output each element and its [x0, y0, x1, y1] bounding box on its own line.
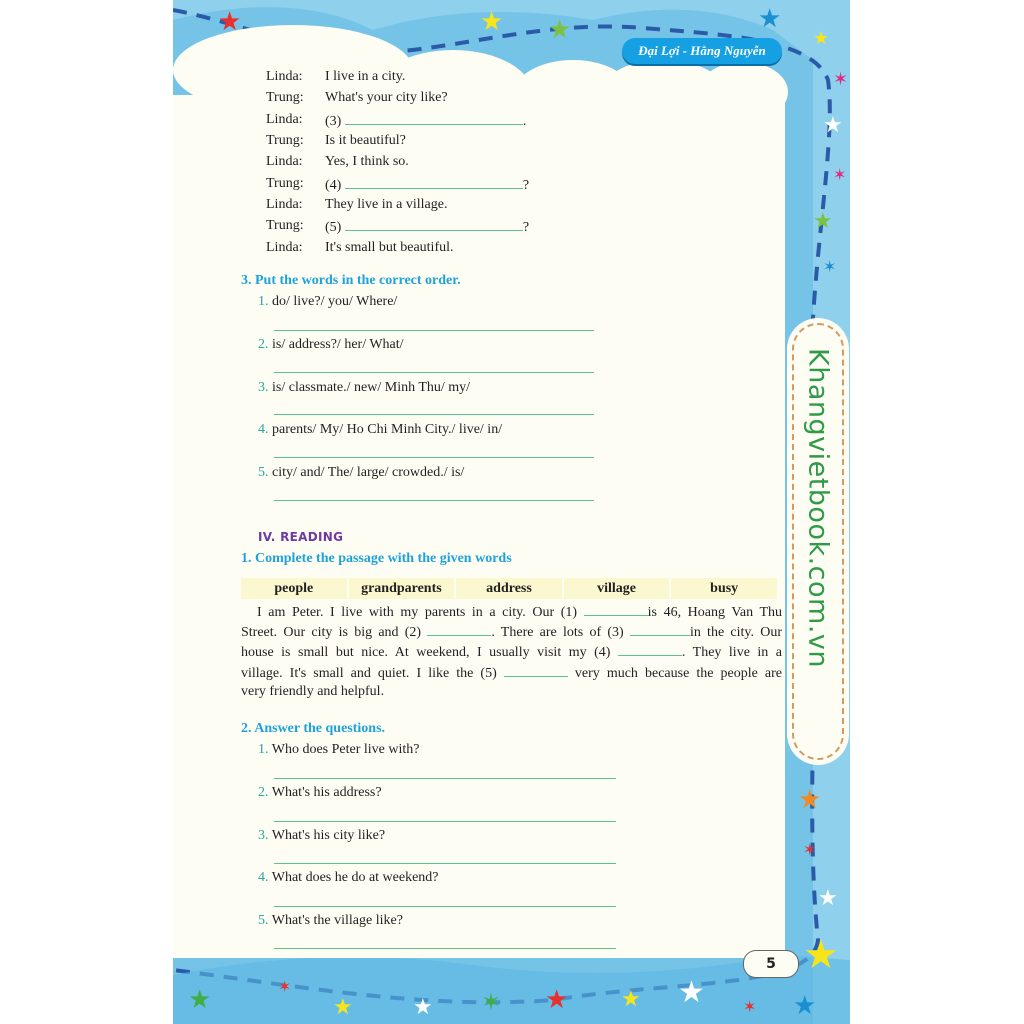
item-number: 3. — [258, 828, 269, 843]
answer-line[interactable] — [274, 457, 594, 458]
item-text: city/ and/ The/ large/ crowded./ is/ — [272, 465, 465, 480]
word-box — [241, 578, 777, 599]
exercise-item — [258, 293, 397, 311]
passage-line — [241, 642, 782, 662]
passage-text: . They live in a — [681, 645, 782, 660]
passage-text: village. It's small and quiet. I like the (5) — [241, 666, 504, 681]
svg-text:★: ★ — [678, 975, 705, 1010]
line-text: They live in a village. — [325, 197, 448, 212]
item-text: What's his address? — [271, 785, 382, 800]
answer-line[interactable] — [274, 414, 594, 415]
page-number: 5 — [743, 950, 799, 978]
item-text: do/ live?/ you/ Where/ — [272, 294, 398, 309]
item-number: 4. — [258, 422, 269, 437]
passage-line — [241, 622, 782, 642]
svg-text:★: ★ — [818, 886, 838, 911]
item-text: is/ address?/ her/ What/ — [272, 337, 404, 352]
answer-line[interactable] — [274, 778, 616, 779]
blank-line[interactable] — [427, 622, 491, 636]
item-text: Who does Peter live with? — [271, 742, 420, 757]
svg-text:✶: ✶ — [278, 977, 292, 996]
question-item — [258, 912, 403, 930]
section-title-reading: IV. READING — [258, 530, 344, 544]
item-text: is/ classmate./ new/ Minh Thu/ my/ — [272, 380, 471, 395]
svg-text:★: ★ — [480, 7, 504, 37]
blank-line[interactable] — [345, 175, 523, 189]
passage-text: in the city. Our — [689, 625, 782, 640]
blank-line[interactable] — [504, 663, 568, 677]
exercise-1-title: 1. Complete the passage with the given words — [241, 551, 512, 566]
line-text: I live in a city. — [325, 69, 406, 84]
svg-text:★: ★ — [798, 785, 822, 815]
blank-line[interactable] — [630, 622, 690, 636]
punctuation: ? — [522, 178, 530, 193]
passage-text: house is small but nice. At weekend, I usually visit my (4) — [241, 645, 618, 660]
line-text: Is it beautiful? — [325, 133, 406, 148]
speaker: Trung: — [266, 90, 304, 105]
question-item — [258, 784, 382, 802]
item-number: 5. — [258, 465, 269, 480]
answer-line[interactable] — [274, 500, 594, 501]
passage-text: very friendly and helpful. — [241, 684, 385, 699]
item-text: What's his city like? — [271, 828, 386, 843]
passage-line — [241, 683, 782, 701]
item-number: 4. — [258, 870, 269, 885]
word-option: grandparents — [349, 578, 455, 599]
svg-text:★: ★ — [813, 209, 833, 234]
blank-number: (3) — [325, 114, 342, 129]
svg-text:✶: ✶ — [743, 997, 757, 1016]
passage-text: Street. Our city is big and (2) — [241, 625, 428, 640]
blank-line[interactable] — [345, 217, 523, 231]
svg-text:★: ★ — [813, 28, 830, 49]
svg-text:★: ★ — [413, 995, 433, 1020]
speaker: Trung: — [266, 176, 304, 191]
speaker: Linda: — [266, 240, 303, 255]
item-text: parents/ My/ Ho Chi Minh City./ live/ in/ — [272, 422, 503, 437]
blank-line[interactable] — [345, 111, 523, 125]
svg-text:★: ★ — [545, 985, 569, 1015]
answer-line[interactable] — [274, 330, 594, 331]
line-text — [325, 217, 529, 237]
item-number: 2. — [258, 785, 269, 800]
item-number: 2. — [258, 337, 269, 352]
punctuation: ? — [522, 220, 530, 235]
speaker: Trung: — [266, 133, 304, 148]
publisher-watermark — [787, 318, 849, 765]
blank-line[interactable] — [618, 642, 682, 656]
item-number: 5. — [258, 913, 269, 928]
svg-text:★: ★ — [218, 7, 242, 37]
question-item — [258, 869, 439, 887]
passage-text: very much because the people are — [567, 666, 782, 681]
svg-text:✶: ✶ — [833, 165, 847, 184]
blank-number: (5) — [325, 220, 342, 235]
question-item — [258, 741, 420, 759]
svg-text:★: ★ — [823, 113, 843, 138]
passage-text: I am Peter. I live with my parents in a city. Our (1) — [257, 605, 584, 620]
item-text: What's the village like? — [271, 913, 403, 928]
svg-text:★: ★ — [803, 932, 839, 978]
speaker: Linda: — [266, 112, 303, 127]
question-item — [258, 827, 385, 845]
exercise-2-title: 2. Answer the questions. — [241, 721, 386, 736]
exercise-3-title: 3. Put the words in the correct order. — [241, 273, 461, 288]
passage-text: . There are lots of (3) — [491, 625, 630, 640]
item-number: 1. — [258, 294, 269, 309]
watermark-text: Khangvietbook.com.vn — [802, 348, 834, 669]
exercise-item — [258, 379, 470, 397]
answer-line[interactable] — [274, 821, 616, 822]
item-number: 3. — [258, 380, 269, 395]
punctuation: . — [522, 114, 527, 129]
exercise-item — [258, 421, 502, 439]
svg-text:★: ★ — [793, 991, 817, 1021]
speaker: Linda: — [266, 154, 303, 169]
line-text: It's small but beautiful. — [325, 240, 454, 255]
answer-line[interactable] — [274, 948, 616, 949]
svg-text:★: ★ — [758, 4, 782, 34]
line-text: Yes, I think so. — [325, 154, 409, 169]
speaker: Linda: — [266, 197, 303, 212]
line-text: What's your city like? — [325, 90, 448, 105]
answer-line[interactable] — [274, 863, 616, 864]
blank-line[interactable] — [584, 602, 648, 616]
author-badge: Đại Lợi - Hằng Nguyễn — [622, 38, 782, 64]
line-text — [325, 175, 529, 195]
svg-text:✶: ✶ — [833, 69, 849, 90]
speaker: Linda: — [266, 69, 303, 84]
svg-text:✶: ✶ — [803, 840, 817, 859]
blank-number: (4) — [325, 178, 342, 193]
svg-text:✶: ✶ — [481, 988, 502, 1016]
word-option: address — [456, 578, 562, 599]
answer-line[interactable] — [274, 372, 594, 373]
passage-text: is 46, Hoang Van Thu — [647, 605, 782, 620]
word-option: village — [564, 578, 670, 599]
word-option: people — [241, 578, 347, 599]
word-option: busy — [671, 578, 777, 599]
svg-text:✶: ✶ — [823, 257, 837, 276]
svg-text:★: ★ — [621, 987, 641, 1012]
line-text — [325, 111, 526, 131]
workbook-page — [173, 0, 850, 1024]
svg-text:★: ★ — [188, 985, 212, 1015]
passage-line — [257, 602, 782, 622]
exercise-item — [258, 336, 404, 354]
exercise-item — [258, 464, 464, 482]
answer-line[interactable] — [274, 906, 616, 907]
item-number: 1. — [258, 742, 269, 757]
item-text: What does he do at weekend? — [271, 870, 439, 885]
svg-text:★: ★ — [548, 15, 572, 45]
speaker: Trung: — [266, 218, 304, 233]
passage-line — [241, 663, 782, 683]
svg-text:★: ★ — [333, 995, 353, 1020]
